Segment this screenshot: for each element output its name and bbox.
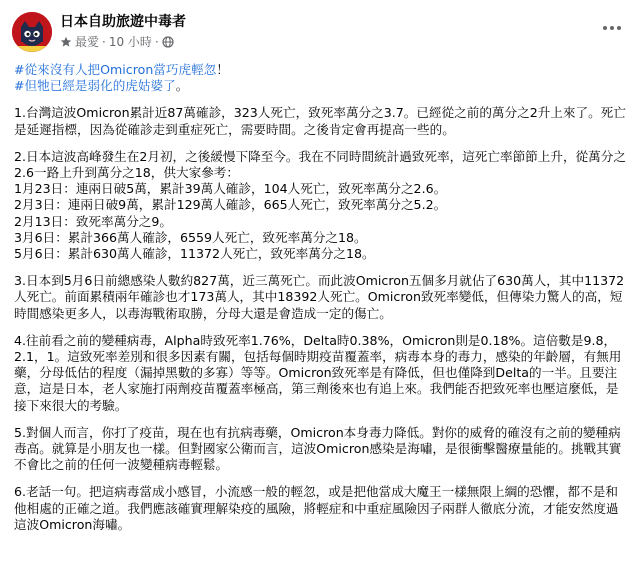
statistic-line: 3月6日：累計366萬人確診，6559人死亡，致死率萬分之18。	[14, 229, 367, 245]
hashtag-suffix: ！	[216, 62, 229, 77]
statistic-line: 5月6日：累計630萬人確診，11372人死亡，致死率萬分之18。	[14, 246, 375, 262]
page-avatar[interactable]	[12, 12, 52, 52]
audience-label[interactable]: 最愛	[75, 35, 100, 49]
cat-logo-icon	[12, 12, 52, 52]
paragraph-text: 4.往前看之前的變種病毒，Alpha時致死率1.76%，Delta時0.38%，Omicron則是0.18%。這倍數是9.8，2.1，1。這致死率差別和很多因素有關，包括每個時期疫苗覆蓋率，病毒本身的毒力，感染的年齡層，有無用藥，分母低估的程度（漏掉黑數的多寡）等等。Omicron致死率是有降低，但也僅降到Delta的一半。且要注意，這是日本，老人家施打兩劑疫苗覆蓋率極高，第三劑後來也有追上來。我們能否把致死率也壓這麼低，是接下來很大的考驗。	[14, 332, 622, 413]
post-time[interactable]: 10 小時	[108, 35, 152, 49]
post-body	[14, 62, 626, 544]
more-options-button[interactable]	[598, 14, 626, 42]
hashtag-block	[14, 62, 626, 94]
paragraph-text: 6.老話一句。把這病毒當成小感冒，小流感一般的輕忽，或是把他當成大魔王一樣無限上綱的恐懼，都不是和他相處的正確之道。我們應該確實理解染疫的風險，將輕症和中重症風險因子兩群人徹底分流，才能安然度過這波Omicron海嘯。	[14, 484, 619, 532]
paragraph-1	[14, 105, 626, 137]
paragraph-5	[14, 425, 626, 474]
paragraph-3	[14, 273, 626, 322]
hashtag-suffix: 。	[175, 78, 189, 94]
paragraph-text: 2.日本這波高峰發生在2月初，之後緩慢下降至今。我在不同時間統計過致死率，這死亡率節節上升，從萬分之2.6一路上升到萬分之18，供大家參考：	[14, 148, 626, 181]
paragraph-text: 5.對個人而言，你打了疫苗，現在也有抗病毒藥，Omicron本身毒力降低。對你的威脅的確沒有之前的變種病毒高。就算是小朋友也一樣。但對國家公衛而言，這波Omicron感染是海嘯，是很衝擊醫療量能的。挑戰其實不會比之前的任何一波變種病毒輕鬆。	[14, 424, 622, 473]
statistic-line: 1月23日：連兩日破5萬，累計39萬人確診，104人死亡，致死率萬分之2.6。	[14, 181, 447, 197]
paragraph-text: 3.日本到5月6日前總感染人數約827萬，近三萬死亡。而此波Omicron五個多月就佔了630萬人，其中11372人死亡。前面累積兩年確診也才173萬人，其中18392人死亡。Omicron致死率變低，但傳染力驚人的高，短時間感染更多人，以毒海戰術取勝，分母大還是會造成一定的傷亡。	[14, 273, 625, 321]
paragraph-6	[14, 484, 626, 533]
hashtag-link[interactable]: #但牠已經是弱化的虎姑婆了	[14, 78, 176, 94]
hashtag-line-1	[14, 62, 626, 78]
post-meta	[60, 33, 174, 50]
meta-separator: ·	[102, 34, 106, 49]
paragraph-text: 1.台灣這波Omicron累計近87萬確診，323人死亡，致死率萬分之3.7。已經從之前的萬分之2升上來了。死亡是延遲指標，因為從確診走到重症死亡，需要時間。之後肯定會再提高一些的。	[14, 105, 626, 137]
more-icon	[603, 26, 607, 30]
paragraph-2	[14, 149, 626, 262]
hashtag-link[interactable]: #從來沒有人把Omicron當巧虎輕忽	[14, 62, 217, 77]
post-header	[0, 0, 640, 56]
star-icon	[60, 36, 72, 48]
hashtag-line-2	[14, 78, 626, 94]
paragraph-4	[14, 333, 626, 414]
page-name[interactable]: 日本自助旅遊中毒者	[60, 14, 186, 30]
statistic-line: 2月3日：連兩日破9萬，累計129萬人確診，665人死亡，致死率萬分之5.2。	[14, 197, 447, 213]
meta-separator-2: ·	[154, 34, 159, 49]
globe-icon[interactable]	[162, 36, 174, 48]
statistic-line: 2月13日：致死率萬分之9。	[14, 213, 172, 229]
